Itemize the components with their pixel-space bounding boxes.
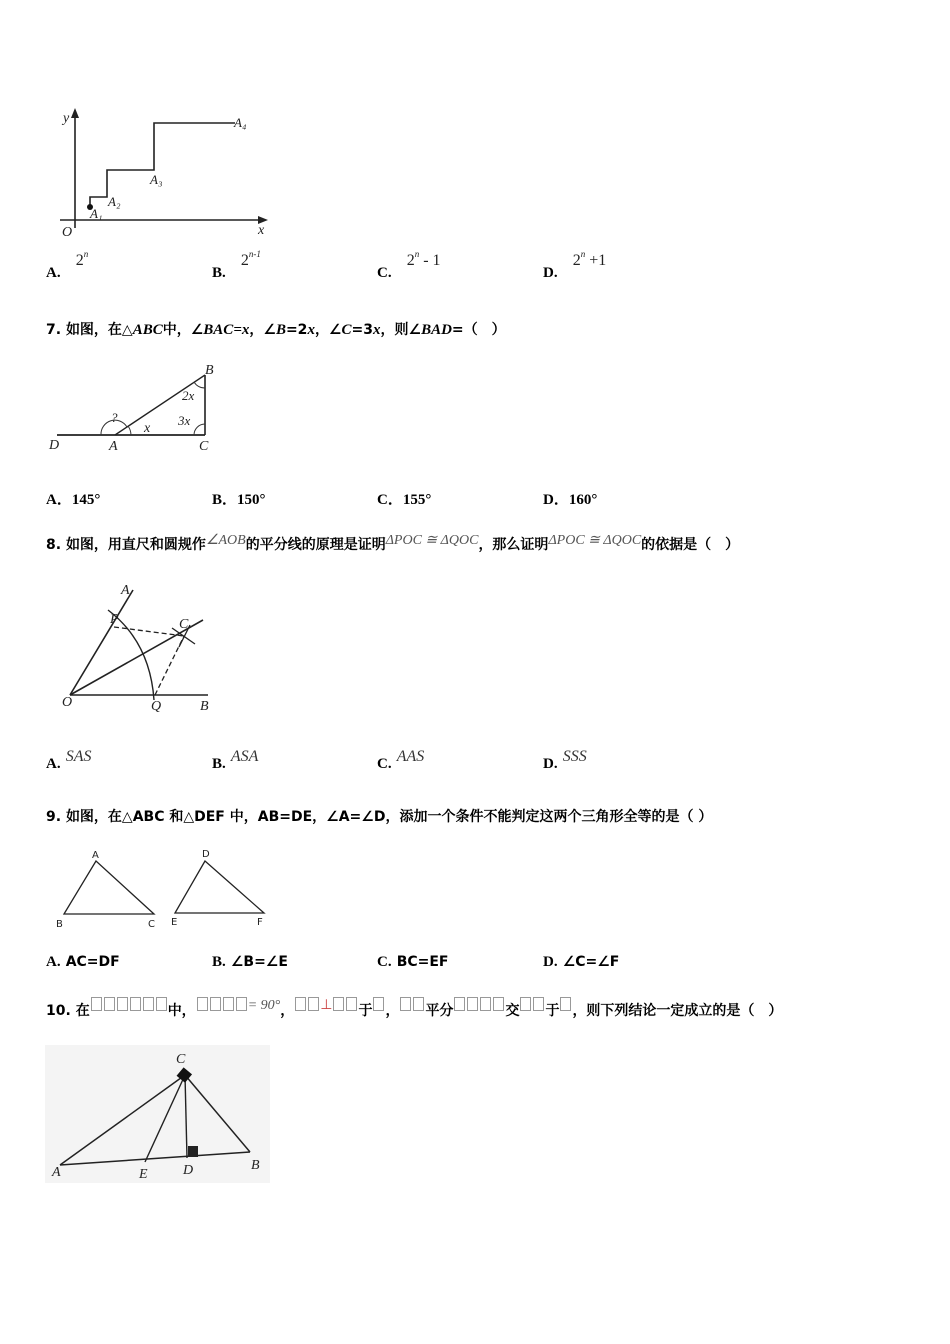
q8-label-o: O <box>62 695 73 710</box>
q7-number: 7. <box>46 322 62 338</box>
q6-option-d-exp: n <box>580 248 586 259</box>
q10-math-90: = 90° <box>247 998 281 1013</box>
q8-math-congruent-1: ΔPOC ≅ ΔQOC <box>385 533 479 548</box>
q8-question-text <box>46 534 739 554</box>
q10-label-a: A <box>52 1165 61 1180</box>
q6-option-c-suffix: - 1 <box>419 252 441 269</box>
q8-label-c: C <box>179 617 189 632</box>
q7-x1: x <box>307 322 315 338</box>
q7-label-3x: 3x <box>178 413 191 428</box>
q10-t4: 于 <box>358 1003 373 1019</box>
q8-label-p: P <box>110 612 119 627</box>
q10-missing-glyphs-1 <box>90 997 168 1013</box>
q8-t1: 如图，用直尺和圆规作 <box>65 537 206 553</box>
q10-t8: 于 <box>545 1003 560 1019</box>
q9-label-d: D <box>202 849 210 860</box>
q10-missing-glyphs-8 <box>519 997 545 1013</box>
q7-text-end: =（ ） <box>451 322 506 338</box>
q8-option-d[interactable] <box>543 748 587 773</box>
q9-triangles-figure <box>50 845 280 935</box>
q8-number: 8. <box>46 537 62 553</box>
q8-label-a: A <box>121 583 130 598</box>
q10-t3: ， <box>280 1003 295 1019</box>
q6-label-a3: A₃ <box>150 172 163 187</box>
q6-option-d-base: 2 <box>572 252 581 269</box>
q8-option-a[interactable] <box>46 748 92 773</box>
q9-label-c: C <box>148 919 155 930</box>
q7-option-d-value: 160° <box>568 492 598 508</box>
q6-option-a[interactable] <box>46 248 89 282</box>
q10-missing-glyphs-5 <box>372 997 385 1013</box>
q7-x2: x <box>373 322 381 338</box>
q9-option-b[interactable] <box>212 951 288 971</box>
q10-t5: ， <box>385 1003 400 1019</box>
q9-option-c-value: BC=EF <box>396 954 449 970</box>
q7-eq-3x: =3 <box>351 322 373 338</box>
q10-missing-glyphs-9 <box>559 997 572 1013</box>
q9-label-e: E <box>171 917 178 928</box>
q8-t2: 的平分线的原理是证明 <box>245 537 386 553</box>
q8-label-b: B <box>200 699 209 714</box>
q7-option-b-letter: B． <box>212 492 238 508</box>
q8-t3: ，那么证明 <box>478 537 549 553</box>
q10-missing-glyphs-2 <box>196 997 248 1013</box>
q10-label-b: B <box>251 1158 260 1173</box>
q6-option-b-letter: B. <box>212 265 226 281</box>
q10-t6: 平分 <box>425 1003 454 1019</box>
q6-option-a-base: 2 <box>75 252 84 269</box>
q7-option-d[interactable] <box>543 488 597 509</box>
q8-t4: 的依据是（ ） <box>641 537 740 553</box>
q7-option-c-value: 155° <box>402 492 432 508</box>
q10-right-triangle-figure <box>45 1045 270 1185</box>
q10-missing-glyphs-3 <box>294 997 320 1013</box>
q9-label-f: F <box>257 917 263 928</box>
q8-option-a-value: SAS <box>65 748 92 765</box>
q10-t2: 中， <box>167 1003 196 1019</box>
q7-option-b-value: 150° <box>237 492 266 508</box>
q7-angle-3x-arc <box>194 424 205 435</box>
q8-option-c-letter: C. <box>377 756 392 772</box>
q6-option-c-exp: n <box>414 248 420 259</box>
q7-c: C <box>341 322 352 338</box>
q9-label-a: A <box>92 850 99 861</box>
q7-option-c[interactable] <box>377 488 431 509</box>
q9-question-text <box>46 806 712 826</box>
q7-label-c: C <box>199 439 209 454</box>
q7-text-mid1: 中，∠ <box>162 322 204 338</box>
q7-angle-x-arc <box>128 426 131 435</box>
q6-option-c[interactable] <box>377 248 441 282</box>
q10-label-e: E <box>139 1167 148 1182</box>
q7-b: B <box>275 322 286 338</box>
q6-option-b-value <box>240 248 261 269</box>
q6-staircase-figure <box>50 100 300 245</box>
q7-angle-2x-arc <box>194 382 205 388</box>
q10-t1: 在 <box>75 1003 90 1019</box>
q6-option-b-exp: n-1 <box>248 248 261 259</box>
q7-bac: BAC <box>203 322 234 338</box>
q9-label-b: B <box>56 919 63 930</box>
q10-right-angle-d <box>188 1146 198 1157</box>
q7-text-pre: 如图，在△ <box>65 322 133 338</box>
q10-figure-background <box>45 1045 270 1183</box>
q7-eq-x: =x <box>233 322 250 338</box>
q10-perp: ⊥ <box>320 997 333 1013</box>
q7-question-text <box>46 319 506 339</box>
q10-missing-glyphs-7 <box>453 997 505 1013</box>
q6-option-a-exp: n <box>83 248 89 259</box>
q7-tri: ABC <box>132 322 163 338</box>
q6-option-b[interactable] <box>212 248 261 282</box>
q9-text: 如图，在△ABC 和△DEF 中，AB=DE，∠A=∠D，添加一个条件不能判定这两个三角形全等的是（ ） <box>65 809 713 825</box>
q7-option-b[interactable] <box>212 488 266 509</box>
q6-option-d-letter: D. <box>543 265 558 281</box>
q6-label-a4: A₄ <box>234 115 247 130</box>
q7-option-a-letter: A． <box>46 492 72 508</box>
q8-option-a-letter: A. <box>46 756 61 772</box>
q7-label-d: D <box>49 438 60 453</box>
q6-origin-label: O <box>62 225 73 240</box>
q6-option-c-letter: C. <box>377 265 392 281</box>
q9-number: 9. <box>46 809 62 825</box>
q6-x-label: x <box>258 223 265 238</box>
q6-option-b-base: 2 <box>240 252 249 269</box>
q7-option-d-letter: D． <box>543 492 569 508</box>
q7-triangle-figure <box>45 360 225 455</box>
q8-option-b-letter: B. <box>212 756 226 772</box>
q8-option-b[interactable] <box>212 748 259 773</box>
q10-missing-glyphs-4 <box>332 997 358 1013</box>
q7-label-2x: 2x <box>182 388 195 403</box>
q9-triangle-def <box>175 861 264 913</box>
q6-option-d-value <box>572 248 607 269</box>
q10-t9: ，则下列结论一定成立的是（ ） <box>572 1003 783 1019</box>
q9-option-d[interactable] <box>543 951 619 971</box>
q8-option-c[interactable] <box>377 748 425 773</box>
q8-ray-oa <box>70 590 133 695</box>
q9-option-c-letter: C. <box>377 954 392 970</box>
q10-label-d: D <box>183 1163 194 1178</box>
q8-label-q: Q <box>151 699 162 714</box>
q7-eq-2x: =2 <box>285 322 308 338</box>
q6-option-d[interactable] <box>543 248 607 282</box>
q9-triangle-abc <box>64 861 154 914</box>
q6-label-a2: A₂ <box>108 194 121 209</box>
q9-option-a-value: AC=DF <box>65 954 120 970</box>
q8-math-congruent-2: ΔPOC ≅ ΔQOC <box>548 533 642 548</box>
q10-t7: 交 <box>505 1003 520 1019</box>
q6-option-d-suffix: +1 <box>585 252 607 269</box>
q6-y-label: y <box>63 111 70 126</box>
q9-option-d-letter: D. <box>543 954 558 970</box>
q9-option-a[interactable] <box>46 951 120 971</box>
q9-option-b-letter: B. <box>212 954 226 970</box>
q6-option-a-value <box>75 248 89 269</box>
q7-option-c-letter: C． <box>377 492 403 508</box>
q7-sep1: ，∠ <box>249 322 276 338</box>
q10-number: 10. <box>46 1003 71 1019</box>
q7-bad: BAD <box>421 322 452 338</box>
q7-sep2: ，∠ <box>314 322 342 338</box>
q7-label-q: ? <box>111 410 118 425</box>
q6-y-arrow <box>71 108 79 118</box>
q9-option-b-value: ∠B=∠E <box>230 954 288 970</box>
q6-option-c-value <box>406 248 441 269</box>
q9-option-a-letter: A. <box>46 954 61 970</box>
q10-missing-glyphs-6 <box>399 997 425 1013</box>
q8-option-d-value: SSS <box>562 748 587 765</box>
q7-text-then: ，则∠ <box>380 322 422 338</box>
q7-option-a-value: 145° <box>71 492 101 508</box>
q8-option-d-letter: D. <box>543 756 558 772</box>
q9-option-d-value: ∠C=∠F <box>562 954 620 970</box>
q8-option-b-value: ASA <box>230 748 259 765</box>
q7-option-a[interactable] <box>46 488 100 509</box>
q7-label-a: A <box>109 439 118 454</box>
q6-option-a-letter: A. <box>46 265 61 281</box>
q10-question-text <box>46 997 783 1020</box>
q10-label-c: C <box>176 1052 186 1067</box>
q8-math-aob: ∠AOB <box>205 533 246 548</box>
q7-label-x: x <box>144 421 151 436</box>
q8-option-c-value: AAS <box>396 748 425 765</box>
q6-label-a1: A₁ <box>90 206 103 221</box>
q6-option-c-base: 2 <box>406 252 415 269</box>
q8-bisector-figure <box>58 580 223 715</box>
q9-option-c[interactable] <box>377 951 449 971</box>
q7-label-b: B <box>205 363 214 378</box>
